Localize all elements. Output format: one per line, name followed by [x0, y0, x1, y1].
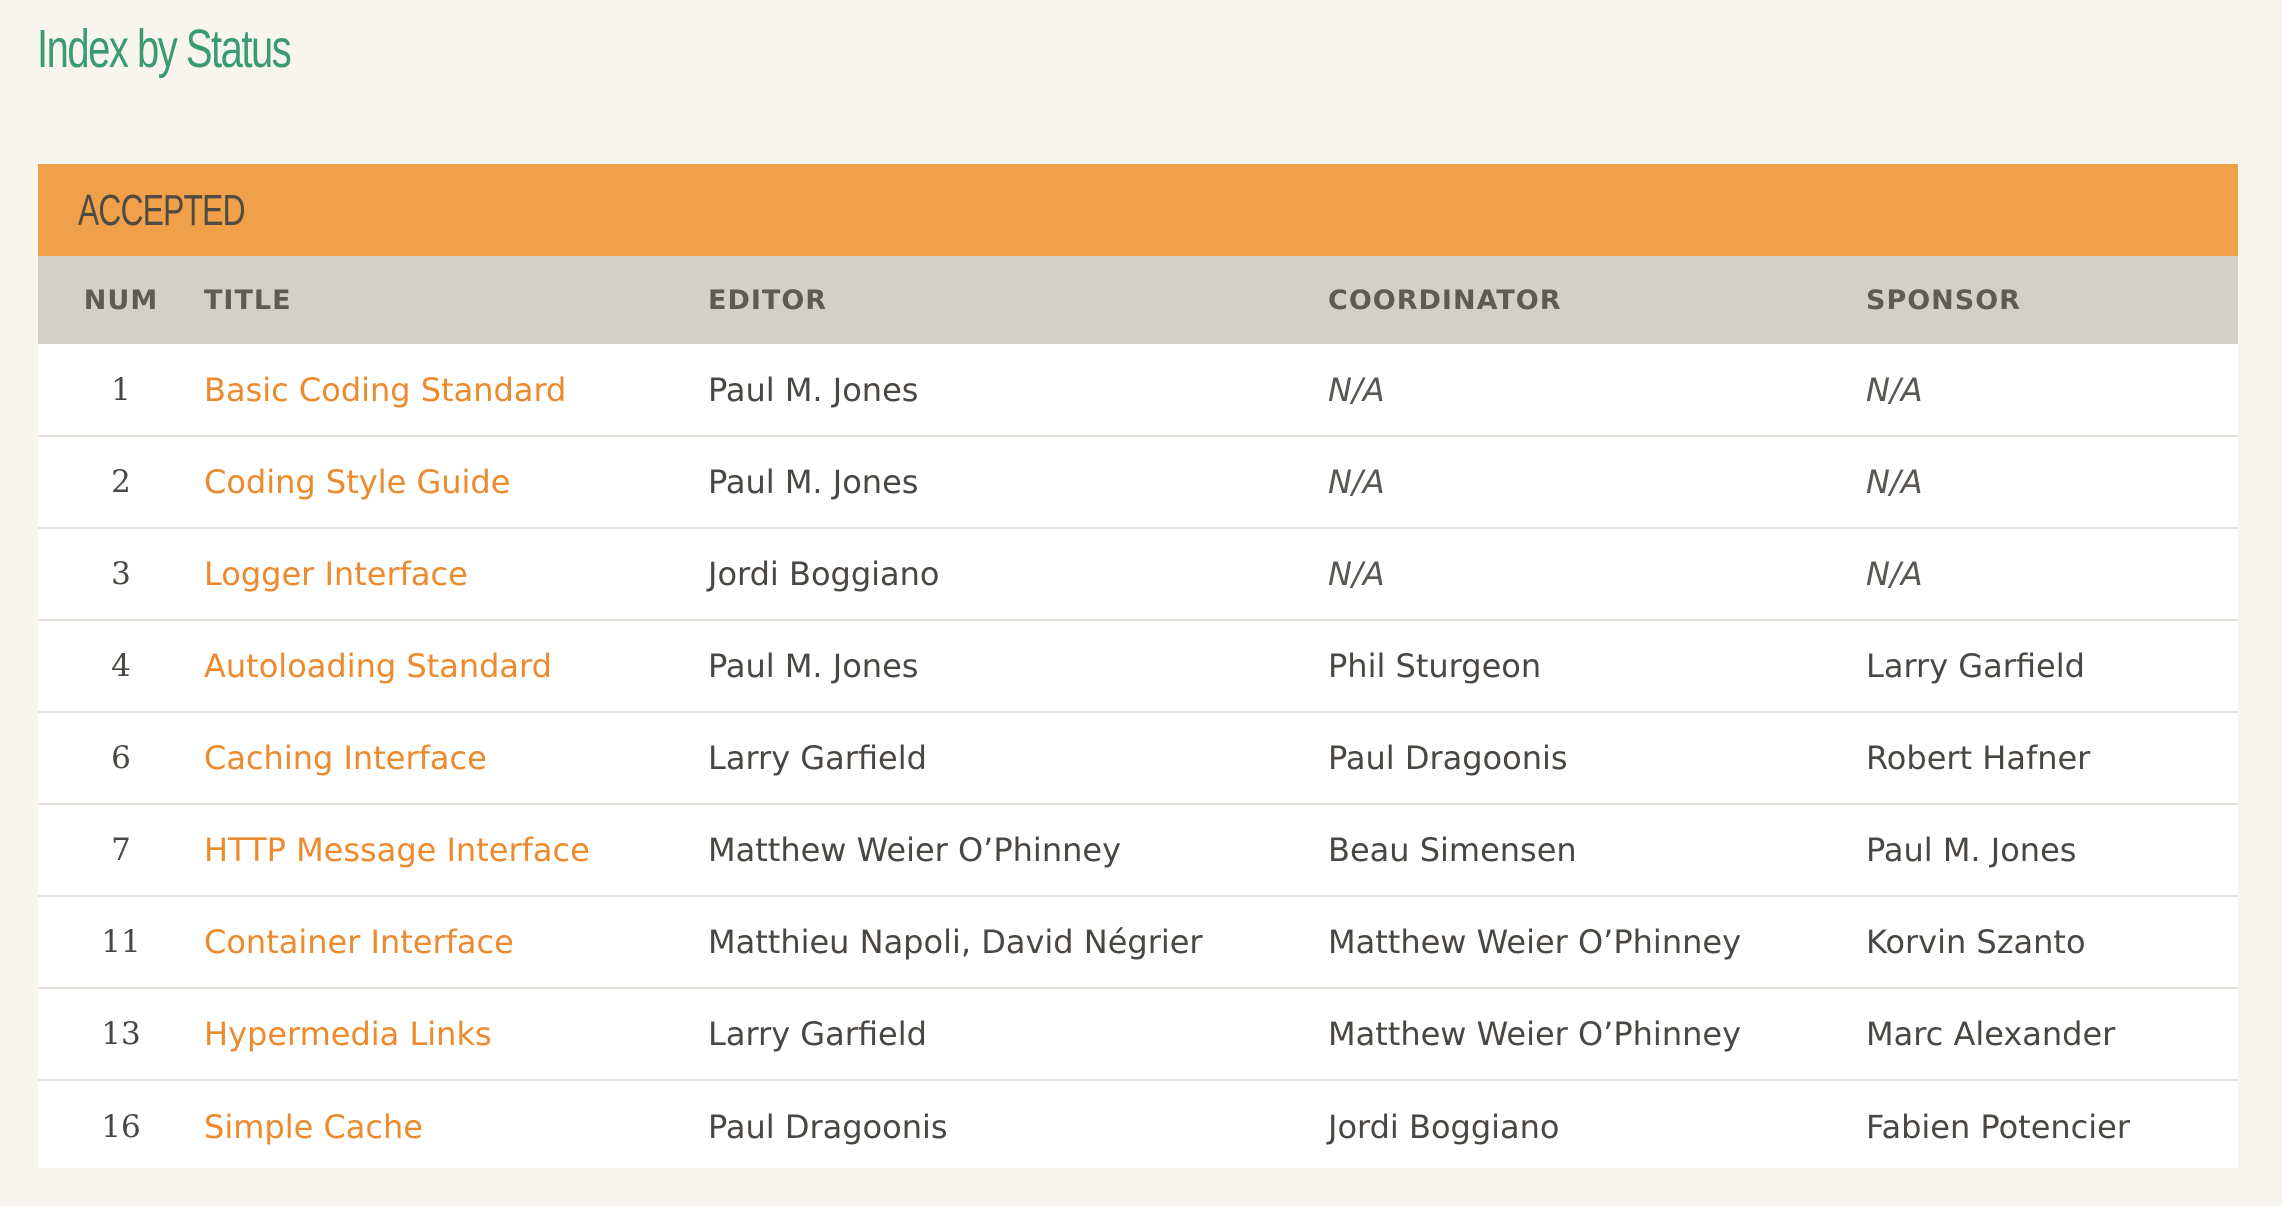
cell-num: 4 — [111, 648, 131, 684]
cell-num: 7 — [111, 832, 131, 868]
title-link[interactable]: Hypermedia Links — [204, 1015, 492, 1053]
cell-editor: Larry Garfield — [708, 1015, 927, 1053]
status-header-bar — [38, 164, 2238, 256]
cell-coordinator: N/A — [1328, 463, 1385, 501]
cell-num: 2 — [111, 464, 131, 500]
cell-title — [204, 528, 708, 620]
cell-sponsor: N/A — [1866, 463, 1923, 501]
table-row — [38, 620, 2238, 712]
cell-num: 3 — [111, 556, 131, 592]
cell-editor: Paul M. Jones — [708, 647, 919, 685]
cell-title — [204, 896, 708, 988]
column-header-num: NUM — [83, 284, 159, 316]
cell-sponsor: N/A — [1866, 555, 1923, 593]
cell-title — [204, 1080, 708, 1172]
cell-title — [204, 620, 708, 712]
cell-coordinator: N/A — [1328, 370, 1385, 409]
table-row — [38, 528, 2238, 620]
cell-num: 16 — [101, 1108, 141, 1145]
cell-coordinator: Beau Simensen — [1328, 831, 1577, 869]
table-row — [38, 988, 2238, 1080]
table-row — [38, 804, 2238, 896]
cell-title — [204, 436, 708, 528]
table-row — [38, 896, 2238, 988]
cell-title — [204, 804, 708, 896]
column-header-editor: EDITOR — [708, 284, 828, 316]
cell-title — [204, 988, 708, 1080]
cell-num: 11 — [101, 924, 141, 960]
cell-sponsor: Larry Garfield — [1866, 647, 2085, 685]
table-row — [38, 1080, 2238, 1172]
cell-editor: Jordi Boggiano — [708, 555, 940, 593]
cell-coordinator: Jordi Boggiano — [1328, 1107, 1560, 1146]
table-header-row — [38, 256, 2238, 344]
cell-coordinator: Paul Dragoonis — [1328, 739, 1568, 777]
cell-sponsor: Fabien Potencier — [1866, 1107, 2130, 1146]
table-row — [38, 712, 2238, 804]
psr-table — [38, 256, 2238, 1172]
title-link[interactable]: Simple Cache — [204, 1107, 423, 1146]
title-link[interactable]: Container Interface — [204, 923, 514, 961]
cell-coordinator: Matthew Weier O’Phinney — [1328, 1015, 1741, 1053]
table-row — [38, 344, 2238, 436]
cell-editor: Paul M. Jones — [708, 463, 919, 501]
title-link[interactable]: HTTP Message Interface — [204, 831, 590, 869]
cell-title — [204, 344, 708, 436]
table-row — [38, 436, 2238, 528]
title-link[interactable]: Coding Style Guide — [204, 463, 511, 501]
cell-sponsor: Korvin Szanto — [1866, 923, 2086, 961]
cell-editor: Paul Dragoonis — [708, 1107, 948, 1146]
cell-editor: Paul M. Jones — [708, 370, 919, 409]
status-panel-accepted — [38, 164, 2238, 1168]
column-header-title: TITLE — [204, 284, 292, 316]
cell-title — [204, 712, 708, 804]
cell-editor: Matthieu Napoli, David Négrier — [708, 923, 1203, 961]
cell-sponsor: Paul M. Jones — [1866, 831, 2077, 869]
cell-editor: Larry Garfield — [708, 739, 927, 777]
cell-coordinator: Phil Sturgeon — [1328, 647, 1542, 685]
cell-num: 1 — [111, 371, 131, 408]
title-link[interactable]: Autoloading Standard — [204, 647, 552, 685]
page-title: Index by Status — [37, 19, 291, 79]
column-header-coordinator: COORDINATOR — [1328, 284, 1562, 316]
title-link[interactable]: Basic Coding Standard — [204, 370, 567, 409]
cell-coordinator: Matthew Weier O’Phinney — [1328, 923, 1741, 961]
column-header-sponsor: SPONSOR — [1866, 284, 2021, 316]
title-link[interactable]: Logger Interface — [204, 555, 468, 593]
cell-editor: Matthew Weier O’Phinney — [708, 831, 1121, 869]
cell-sponsor: Marc Alexander — [1866, 1015, 2116, 1053]
cell-sponsor: Robert Hafner — [1866, 739, 2091, 777]
cell-sponsor: N/A — [1866, 370, 1923, 409]
cell-coordinator: N/A — [1328, 555, 1385, 593]
status-label: ACCEPTED — [78, 186, 245, 235]
title-link[interactable]: Caching Interface — [204, 739, 487, 777]
cell-num: 13 — [101, 1016, 141, 1052]
cell-num: 6 — [111, 740, 131, 776]
